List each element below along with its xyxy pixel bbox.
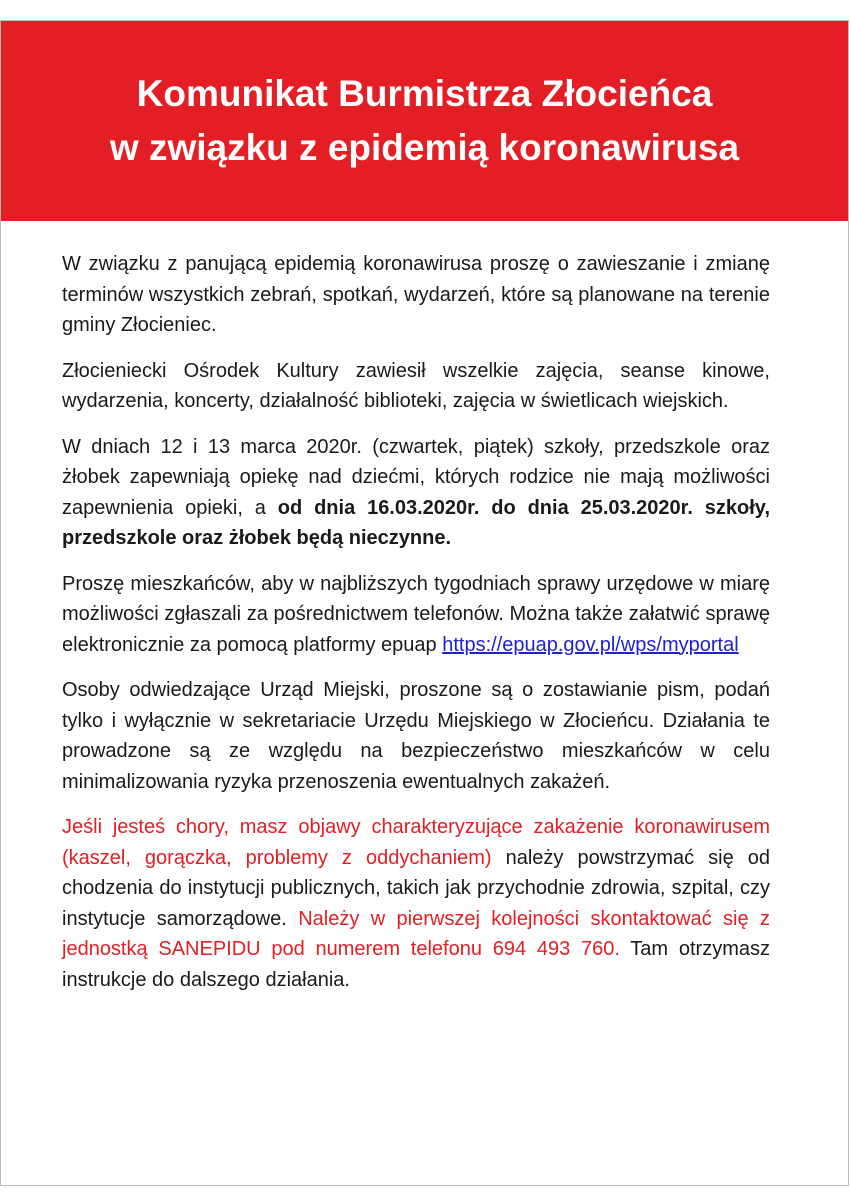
paragraph-remote-services-text: Proszę mieszkańców, aby w najbliższych tygodniach sprawy urzędowe w miarę możliwości zgłaszali za pośrednictwem telefonów. Można także załatwić sprawę elektronicznie za pomocą platformy epuap: [62, 572, 770, 656]
page-title-line-1: Komunikat Burmistrza Złocieńca: [136, 73, 713, 114]
symptoms-warning: Jeśli jesteś chory, masz objawy charakteryzujące zakażenie koronawirusem (kaszel, gorączka, problemy z oddychaniem): [62, 816, 770, 869]
paragraph-schools-text: W dniach 12 i 13 marca 2020r. (czwartek, piątek) szkoły, przedszkole oraz żłobek zapewniają opiekę nad dziećmi, których rodzice nie mają możliwości zapewnienia opieki, a: [62, 435, 770, 519]
paragraph-symptoms: [62, 812, 770, 995]
paragraph-meetings: [62, 249, 770, 341]
announcement-body: [62, 249, 770, 1010]
paragraph-culture-center-text: Złocieniecki Ośrodek Kultury zawiesił wszelkie zajęcia, seanse kinowe, wydarzenia, koncerty, działalność biblioteki, zajęcia w świetlicach wiejskich.: [62, 359, 770, 412]
instructions-note: Tam otrzymasz instrukcje do dalszego działania.: [62, 938, 770, 991]
paragraph-schools: [62, 432, 770, 554]
paragraph-office-visits: [62, 675, 770, 797]
paragraph-remote-services: [62, 569, 770, 661]
paragraph-meetings-text: W związku z panującą epidemią koronawirusa proszę o zawieszanie i zmianę terminów wszystkich zebrań, spotkań, wydarzeń, które są planowane na terenie gminy Złocieniec.: [62, 253, 770, 336]
sanepid-contact-warning: Należy w pierwszej kolejności skontaktować się z jednostką SANEPIDU pod numerem telefonu 694 493 760.: [62, 907, 770, 960]
paragraph-culture-center: [62, 356, 770, 417]
symptoms-advice: należy powstrzymać się od chodzenia do instytucji publicznych, takich jak przychodnie zdrowia, szpital, czy instytucje samorządowe.: [62, 846, 770, 930]
epuap-link[interactable]: https://epuap.gov.pl/wps/myportal: [442, 633, 739, 656]
announcement-page: [0, 20, 849, 1186]
page-title-line-2: w związku z epidemią koronawirusa: [109, 127, 740, 168]
schools-closure-notice: od dnia 16.03.2020r. do dnia 25.03.2020r. szkoły, przedszkole oraz żłobek będą nieczynne.: [62, 496, 770, 549]
paragraph-office-visits-text: Osoby odwiedzające Urząd Miejski, proszone są o zostawianie pism, podań tylko i wyłącznie w sekretariacie Urzędu Miejskiego w Złocieńcu. Działania te prowadzone są ze względu na bezpieczeństwo mieszkańców w celu minimalizowania ryzyka przenoszenia ewentualnych zakażeń.: [62, 679, 770, 793]
header-banner: [1, 21, 848, 221]
